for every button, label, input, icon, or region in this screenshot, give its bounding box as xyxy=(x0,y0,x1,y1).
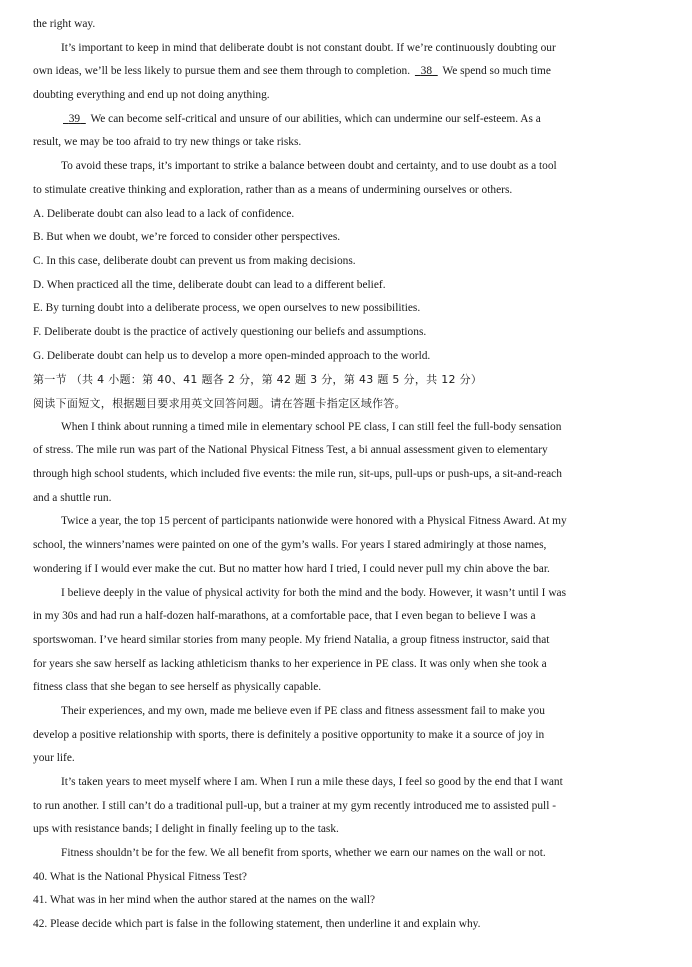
option-g: G. Deliberate doubt can help us to develop a more open-minded approach to the world. xyxy=(33,349,431,362)
passage-line: develop a positive relationship with sports, there is definitely a positive opportunity to make it a source of joy in xyxy=(33,728,545,741)
passage-line: I believe deeply in the value of physical activity for both the mind and the body. However, it wasn’t until I was xyxy=(61,586,567,599)
blank-38: 38 xyxy=(420,65,433,78)
question-42: 42. Please decide which part is false in the following statement, then underline it and explain why. xyxy=(33,918,481,931)
option-b: B. But when we doubt, we’re forced to consider other perspectives. xyxy=(33,231,341,244)
passage-line xyxy=(33,60,672,84)
passage-line: the right way. xyxy=(33,18,96,30)
passage-line: wondering if I would ever make the cut. But no matter how hard I tried, I could never pull my chin above the bar. xyxy=(33,562,550,575)
passage-line: of stress. The mile run was part of the National Physical Fitness Test, a bi annual assessment given to elementary xyxy=(33,444,548,457)
passage-line: sportswoman. I’ve heard similar stories from many people. My friend Natalia, a group fitness instructor, said that xyxy=(33,633,550,646)
passage-line: result, we may be too afraid to try new things or take risks. xyxy=(33,136,302,149)
passage-line: for years she saw herself as lacking athleticism thanks to her experience in PE class. It was only when she took a xyxy=(33,657,547,670)
passage-line: and a shuttle run. xyxy=(33,491,112,504)
passage-line: It’s important to keep in mind that deliberate doubt is not constant doubt. If we’re continuously doubting our xyxy=(61,41,556,54)
option-c: C. In this case, deliberate doubt can prevent us from making decisions. xyxy=(33,254,356,267)
passage-line: To avoid these traps, it’s important to strike a balance between doubt and certainty, and to use doubt as a tool xyxy=(61,160,557,173)
passage-text: We can become self-critical and unsure of our abilities, which can undermine our self-esteem. As a xyxy=(87,112,541,125)
question-41: 41. What was in her mind when the author stared at the names on the wall? xyxy=(33,894,376,907)
passage-line: When I think about running a timed mile in elementary school PE class, I can still feel the full-body sensation xyxy=(61,420,562,433)
passage-line xyxy=(33,108,672,132)
option-a: A. Deliberate doubt can also lead to a lack of confidence. xyxy=(33,207,295,220)
passage-line: school, the winners’names were painted on one of the gym’s walls. For years I stared admiringly at those names, xyxy=(33,539,547,552)
passage-line: ups with resistance bands; I delight in finally feeling up to the task. xyxy=(33,823,339,836)
passage-line: in my 30s and had run a half-dozen half-marathons, at a comfortable pace, that I even began to believe I was a xyxy=(33,610,536,623)
passage-line: doubting everything and end up not doing anything. xyxy=(33,89,270,102)
passage-line: to stimulate creative thinking and exploration, rather than as a means of undermining ourselves or others. xyxy=(33,183,513,196)
passage-line: to run another. I still can’t do a traditional pull-up, but a trainer at my gym recently introduced me to assisted pull - xyxy=(33,799,556,812)
section-heading: 第一节 （共 4 小题：第 40、41 题各 2 分，第 42 题 3 分，第 43 题 5 分，共 12 分） xyxy=(33,373,483,387)
passage-line: Their experiences, and my own, made me believe even if PE class and fitness assessment fail to make you xyxy=(61,704,545,717)
passage-line: your life. xyxy=(33,752,75,765)
passage-line: fitness class that she began to see herself as physically capable. xyxy=(33,681,322,694)
section-instruction: 阅读下面短文，根据题目要求用英文回答问题。请在答题卡指定区域作答。 xyxy=(33,397,406,410)
blank-39: 39 xyxy=(68,112,81,125)
question-40: 40. What is the National Physical Fitness Test? xyxy=(33,870,247,883)
passage-line: through high school students, which included five events: the mile run, sit-ups, pull-ups or push-ups, a sit-and-reach xyxy=(33,468,562,481)
option-e: E. By turning doubt into a deliberate process, we open ourselves to new possibilities. xyxy=(33,302,421,315)
option-f: F. Deliberate doubt is the practice of actively questioning our beliefs and assumptions. xyxy=(33,325,427,338)
option-d: D. When practiced all the time, deliberate doubt can lead to a different belief. xyxy=(33,278,386,291)
passage-line: Twice a year, the top 15 percent of participants nationwide were honored with a Physical Fitness Award. At my xyxy=(61,515,567,528)
passage-line: It’s taken years to meet myself where I am. When I run a mile these days, I feel so good by the end that I want xyxy=(61,776,563,788)
passage-line: Fitness shouldn’t be for the few. We all benefit from sports, whether we earn our names on the wall or not. xyxy=(61,847,546,860)
passage-text: own ideas, we’ll be less likely to pursue them and see them through to completion. xyxy=(33,65,413,78)
passage-text: We spend so much time xyxy=(439,65,551,78)
